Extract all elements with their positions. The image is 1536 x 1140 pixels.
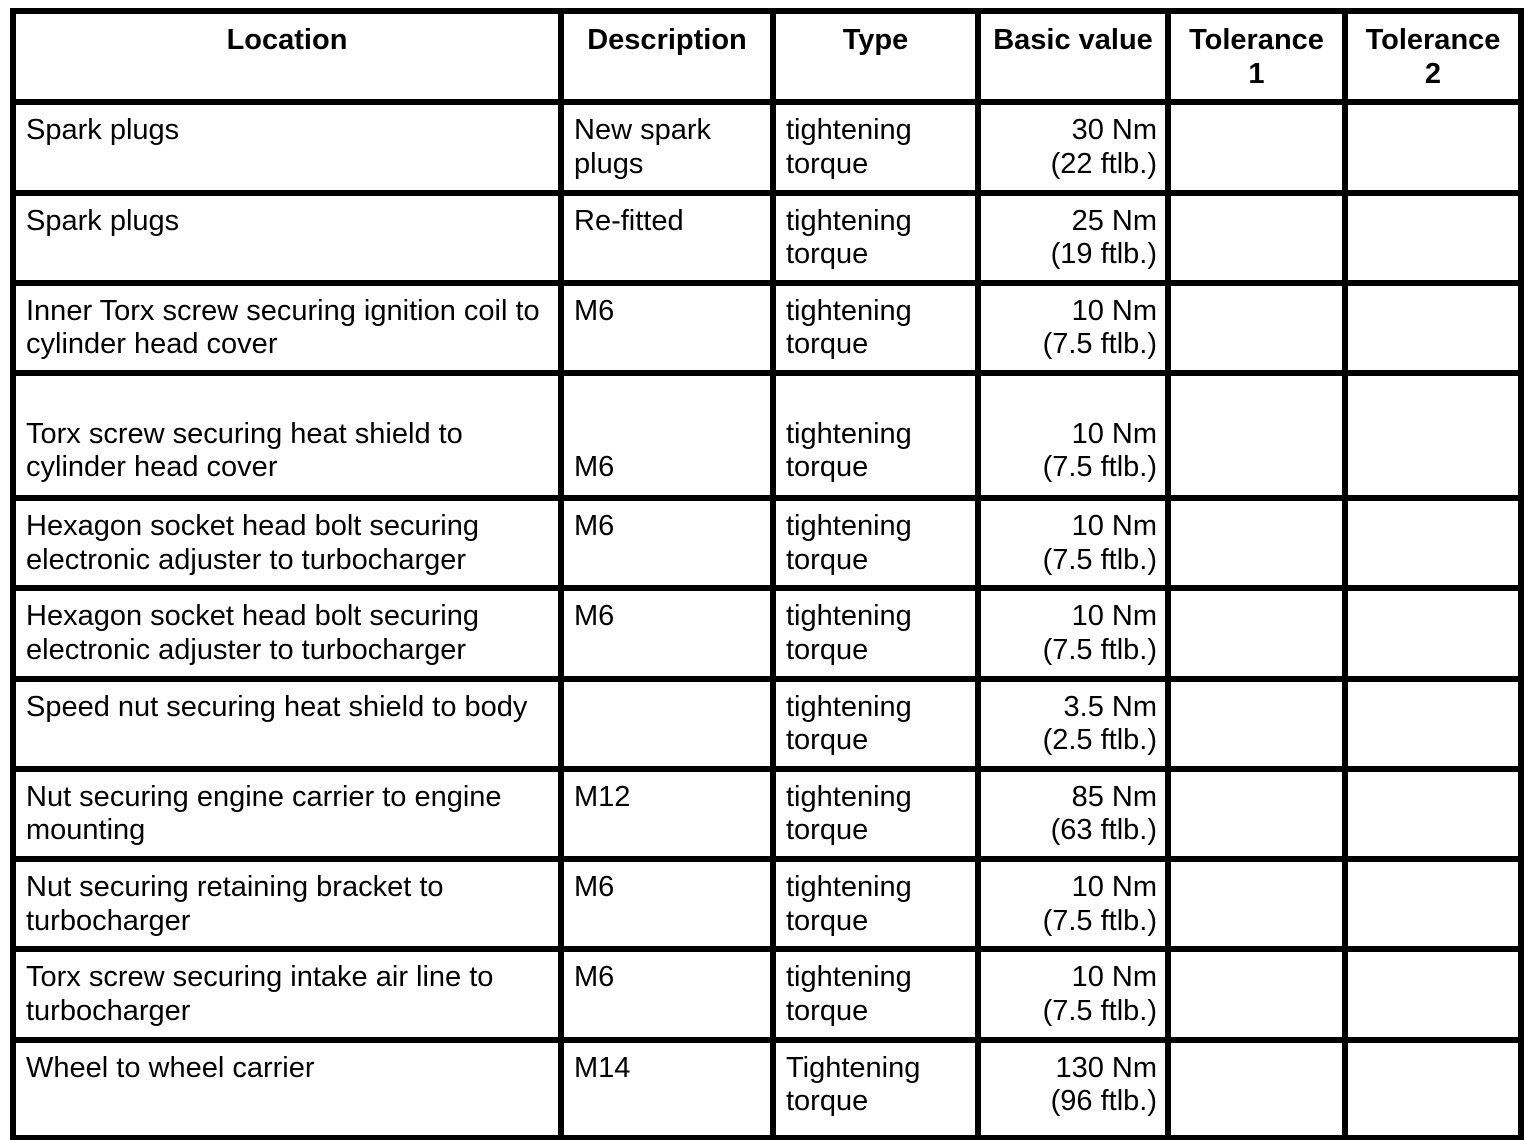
tolerance1-cell <box>1168 498 1345 588</box>
tolerance1-cell <box>1168 679 1345 769</box>
basic-value-ftlb: (63 ftlb.) <box>1050 814 1157 847</box>
table-header <box>13 11 1521 102</box>
type-cell: tightening torque <box>773 588 978 678</box>
location-cell: Wheel to wheel carrier <box>13 1040 561 1138</box>
table-row <box>13 193 1521 283</box>
column-header-basic-value: Basic value <box>978 11 1168 102</box>
type-cell: Tightening torque <box>773 1040 978 1138</box>
table-row <box>13 498 1521 588</box>
description-cell: M6 <box>561 283 773 373</box>
basic-value-cell <box>978 373 1168 498</box>
basic-value-nm: 3.5 Nm <box>1063 690 1157 723</box>
tolerance1-cell <box>1168 949 1345 1039</box>
basic-value-nm: 10 Nm <box>1071 961 1157 994</box>
tolerance1-cell <box>1168 859 1345 949</box>
type-cell: tightening torque <box>773 949 978 1039</box>
tolerance1-cell <box>1168 588 1345 678</box>
type-cell: tightening torque <box>773 859 978 949</box>
basic-value-nm: 10 Nm <box>1071 294 1157 327</box>
column-header-type: Type <box>773 11 978 102</box>
basic-value-nm: 130 Nm <box>1055 1051 1157 1084</box>
description-cell: M6 <box>561 949 773 1039</box>
location-cell: Speed nut securing heat shield to body <box>13 679 561 769</box>
table-row <box>13 769 1521 859</box>
table-body <box>13 102 1521 1137</box>
tolerance2-cell <box>1345 588 1521 678</box>
basic-value-ftlb: (7.5 ftlb.) <box>1042 633 1157 666</box>
basic-value-cell <box>978 498 1168 588</box>
basic-value-ftlb: (7.5 ftlb.) <box>1042 994 1157 1027</box>
tolerance2-cell <box>1345 859 1521 949</box>
basic-value-cell <box>978 588 1168 678</box>
basic-value-nm: 25 Nm <box>1071 204 1157 237</box>
basic-value-cell <box>978 679 1168 769</box>
tolerance2-cell <box>1345 769 1521 859</box>
description-cell <box>561 679 773 769</box>
basic-value-nm: 10 Nm <box>1071 510 1157 542</box>
basic-value-ftlb: (7.5 ftlb.) <box>1042 904 1157 937</box>
tolerance2-cell <box>1345 283 1521 373</box>
basic-value-ftlb: (7.5 ftlb.) <box>1042 543 1157 576</box>
table-row <box>13 1040 1521 1138</box>
location-cell: Torx screw securing heat shield to cylinder head cover <box>13 373 561 498</box>
type-cell: tightening torque <box>773 193 978 283</box>
location-cell: Hexagon socket head bolt securing electronic adjuster to turbocharger <box>13 588 561 678</box>
tolerance2-cell <box>1345 193 1521 283</box>
basic-value-ftlb: (7.5 ftlb.) <box>1042 451 1157 484</box>
basic-value-cell <box>978 949 1168 1039</box>
tolerance1-cell <box>1168 1040 1345 1138</box>
description-cell: M12 <box>561 769 773 859</box>
tolerance1-cell <box>1168 373 1345 498</box>
type-cell: tightening torque <box>773 373 978 498</box>
type-cell: tightening torque <box>773 283 978 373</box>
type-cell: tightening torque <box>773 498 978 588</box>
table-row <box>13 283 1521 373</box>
tolerance2-cell <box>1345 1040 1521 1138</box>
location-cell: Spark plugs <box>13 193 561 283</box>
basic-value-nm: 30 Nm <box>1071 114 1157 147</box>
tolerance1-cell <box>1168 193 1345 283</box>
location-cell: Torx screw securing intake air line to turbocharger <box>13 949 561 1039</box>
description-cell: M6 <box>561 588 773 678</box>
type-cell: tightening torque <box>773 769 978 859</box>
tolerance2-cell <box>1345 373 1521 498</box>
tolerance2-cell <box>1345 679 1521 769</box>
column-header-tolerance-2: Tolerance 2 <box>1345 11 1521 102</box>
tolerance2-cell <box>1345 102 1521 192</box>
basic-value-cell <box>978 193 1168 283</box>
type-cell: tightening torque <box>773 679 978 769</box>
description-cell: M6 <box>561 373 773 498</box>
basic-value-cell <box>978 283 1168 373</box>
description-cell: M14 <box>561 1040 773 1138</box>
description-cell: M6 <box>561 498 773 588</box>
table-row <box>13 373 1521 498</box>
table-row <box>13 679 1521 769</box>
table-row <box>13 949 1521 1039</box>
column-header-tolerance-1: Tolerance 1 <box>1168 11 1345 102</box>
location-cell: Hexagon socket head bolt securing electronic adjuster to turbocharger <box>13 498 561 588</box>
basic-value-nm: 10 Nm <box>1071 417 1157 450</box>
tolerance1-cell <box>1168 102 1345 192</box>
torque-spec-table <box>10 8 1524 1140</box>
tolerance2-cell <box>1345 498 1521 588</box>
column-header-location: Location <box>13 11 561 102</box>
location-cell: Inner Torx screw securing ignition coil to cylinder head cover <box>13 283 561 373</box>
basic-value-nm: 10 Nm <box>1071 600 1157 633</box>
basic-value-cell <box>978 769 1168 859</box>
basic-value-cell <box>978 102 1168 192</box>
description-cell: Re-fitted <box>561 193 773 283</box>
column-header-description: Description <box>561 11 773 102</box>
basic-value-ftlb: (7.5 ftlb.) <box>1042 328 1157 361</box>
basic-value-cell <box>978 859 1168 949</box>
basic-value-ftlb: (22 ftlb.) <box>1050 147 1157 180</box>
type-cell: tightening torque <box>773 102 978 192</box>
location-cell: Nut securing engine carrier to engine mounting <box>13 769 561 859</box>
description-cell: New spark plugs <box>561 102 773 192</box>
tolerance2-cell <box>1345 949 1521 1039</box>
table-row <box>13 859 1521 949</box>
location-cell: Spark plugs <box>13 102 561 192</box>
description-cell: M6 <box>561 859 773 949</box>
location-cell: Nut securing retaining bracket to turbocharger <box>13 859 561 949</box>
tolerance1-cell <box>1168 283 1345 373</box>
basic-value-cell <box>978 1040 1168 1138</box>
header-row <box>13 11 1521 102</box>
tolerance1-cell <box>1168 769 1345 859</box>
table-row <box>13 588 1521 678</box>
basic-value-nm: 85 Nm <box>1071 780 1157 813</box>
basic-value-ftlb: (19 ftlb.) <box>1050 238 1157 271</box>
basic-value-nm: 10 Nm <box>1071 871 1157 903</box>
table-row <box>13 102 1521 192</box>
basic-value-ftlb: (2.5 ftlb.) <box>1042 724 1157 757</box>
basic-value-ftlb: (96 ftlb.) <box>1050 1085 1157 1118</box>
